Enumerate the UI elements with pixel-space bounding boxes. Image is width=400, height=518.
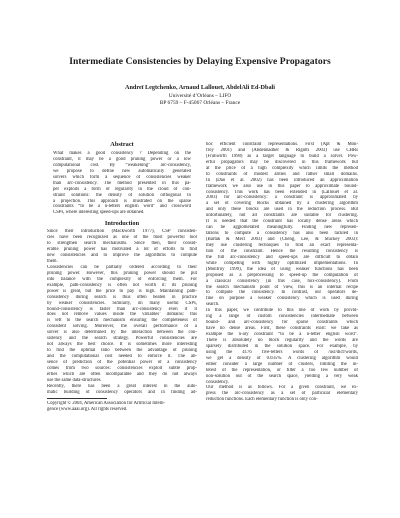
text-line: to constraints of modest arities and rather small domains. bbox=[206, 171, 358, 177]
text-line: In (Dao et al. 2002) has been introduced an approximation bbox=[206, 177, 358, 183]
paper-title: Intermediate Consistencies by Delaying Expensive Propagators bbox=[69, 56, 331, 67]
text-line: is left to the search mechanism ensuring the completeness of bbox=[47, 318, 197, 324]
text-line: to strengthen search mechanisms. Since then, their consid- bbox=[47, 241, 197, 247]
text-line: proposed as a preprocessing to speed-up the computation of bbox=[206, 272, 358, 278]
text-line: consistency. bbox=[206, 379, 230, 385]
text-line: into balance with the complexity of enforcing them. For bbox=[47, 276, 197, 282]
text-line: non-solution out of the search space, yielding a very weak bbox=[206, 373, 358, 379]
text-line: sistency and the search strategy. Powerful consistencies are bbox=[47, 336, 197, 342]
text-line: they use clustering techniques to find an exact representa- bbox=[206, 242, 358, 248]
text-line: example, path-consistency is often not worth it: its pruning bbox=[47, 282, 197, 288]
text-line: tion of the constraint. Hence the resulting consistency is bbox=[206, 248, 358, 254]
text-line: There is absolutely no block regularity and the words are bbox=[206, 337, 358, 343]
affiliation-line-2: BP 6759 – F-45067 Orléans – France bbox=[159, 100, 241, 106]
text-line: sparsely distributed in the solution space. For example, by bbox=[206, 343, 358, 349]
text-line: Since their introduction (Mackworth 1977), CSP consisten- bbox=[47, 229, 197, 235]
introduction-heading: Introduction bbox=[104, 220, 140, 228]
text-line: search. bbox=[206, 302, 220, 308]
text-line: a set of covering blocks obtained by a clustering algorithm bbox=[206, 201, 358, 207]
text-line: constraint, it may be a good pruning power or a low bbox=[53, 156, 191, 162]
text-line: (Frühwirth 1998) as a target language to build a solver. Pow- bbox=[206, 153, 358, 159]
affiliation-line-1: Université d’Orléans – LIFO bbox=[168, 93, 232, 99]
text-line: computational cost. By “weakening” arc-consistency, bbox=[53, 162, 191, 168]
text-line: have no dense areas. First, these constraints exist: we take as bbox=[206, 326, 358, 332]
text-line: to find the optimal ratio between the advantage of pruning bbox=[47, 348, 197, 354]
text-line: at the price of a high complexity which limits the method bbox=[206, 165, 358, 171]
copyright-line-2: gence (www.aaai.org). All rights reserved. bbox=[47, 406, 128, 412]
text-line: erable pruning power has motivated a lot of efforts to find bbox=[47, 247, 197, 253]
text-line: cies have been recognized as one of the most powerful tool bbox=[47, 235, 197, 241]
text-line: example the n-ary constraint “to be a n-letter english word”. bbox=[206, 332, 358, 337]
text-line: Our method is as follows. For a given constraint, we ex- bbox=[206, 385, 358, 391]
text-line: It is needed that the constraint has locally dense areas which bbox=[206, 219, 358, 225]
abstract-body bbox=[47, 151, 197, 216]
text-line: comes from two sources: consistencies exploit subtle prop- bbox=[47, 365, 197, 371]
text-line: new consistencies and to improve the algorithms to compute bbox=[47, 253, 197, 259]
text-line: a projection. This approach is illustrated on the sparse bbox=[53, 198, 191, 204]
text-line: the full arc-consistency and speed-ups are difficult to obtain bbox=[206, 254, 358, 260]
text-line: than arc-consistency. The method presented in this pa- bbox=[53, 180, 191, 186]
text-line: we propose to define new automatically generated bbox=[53, 168, 191, 174]
text-line: solver is also determined by the interaction between the con- bbox=[47, 330, 197, 336]
text-line: ing a range of custom consistencies intermediate between bbox=[206, 314, 358, 320]
text-line: unfortunately, not all constraints are suitable for clustering. bbox=[206, 213, 358, 219]
text-line: framework we also use in this paper to approximate bound- bbox=[206, 183, 358, 189]
text-line: bound- and arc-consistency for sparse constraints which bbox=[206, 320, 358, 326]
text-line: CSPs, where interesting speed-ups are obtained. bbox=[53, 210, 145, 216]
text-line: In this paper, we contribute to this line of work by provid- bbox=[206, 308, 358, 314]
introduction-body bbox=[47, 229, 197, 395]
text-line: use the same data-structures. bbox=[47, 377, 102, 383]
right-column bbox=[206, 142, 358, 403]
text-line: either consider a large number of clusters, limiting the in- bbox=[206, 361, 358, 367]
text-line: froy 2001) and (Abdennadher & Rigotti 2003) use CHRs bbox=[206, 147, 358, 153]
text-line: consistency. This work has been extended in (Lallouet et al. bbox=[206, 189, 358, 195]
text-line: does not remove values inside the variables’ domains: this bbox=[47, 312, 197, 318]
text-line: them. bbox=[47, 259, 58, 264]
text-line: sence of prediction of the potential power of a consistency bbox=[47, 359, 197, 365]
text-line: bound-consistency is faster than arc-consistency even if it bbox=[47, 306, 197, 312]
text-line: to compute the consistency. In contrast, our operators de- bbox=[206, 290, 358, 296]
footnote-rule bbox=[47, 398, 107, 399]
text-line: erties which are often incomparable and they do not always bbox=[47, 371, 197, 377]
text-line: 2003) for arc-consistency: a constraint is approximated by bbox=[206, 195, 358, 201]
text-line: (Monfroy 1999), the idea of using weaker functions has been bbox=[206, 266, 358, 272]
text-line: fine on purpose a weaker consistency which is used during bbox=[206, 296, 358, 302]
text-line: tations to compute a consistency has also been tackled in bbox=[206, 231, 358, 237]
text-line: and only these blocks are used in the reduction process. But bbox=[206, 207, 358, 213]
text-line: What makes a good consistency ? Depending on the bbox=[53, 151, 191, 156]
text-line: straint solutions: the density of solution orthogonal to bbox=[53, 192, 191, 198]
text-line: a classical consistency (in this case, box-consistency). From bbox=[206, 278, 358, 284]
text-line: the search mechanism point of view, this is an internal recipe bbox=[206, 284, 358, 290]
text-line: consistent solving. Moreover, the overall performance of a bbox=[47, 324, 197, 330]
text-line: constraints “to be a n-letters english word” and crossword bbox=[53, 204, 191, 210]
text-line: Recently, there has been a great interest in the auto- bbox=[47, 383, 197, 389]
paper-authors: Andreï Legtchenko, Arnaud Lallouet, AbdelAli Ed-Dbali bbox=[125, 84, 275, 91]
text-line: power is great, but the price to pay is high. Maintaining path- bbox=[47, 288, 197, 294]
text-line: not always the best choice. It is sometimes more interesting bbox=[47, 342, 197, 348]
text-line: hoc efficient constraint representations. First (Apt & Mon- bbox=[206, 142, 358, 147]
text-line: while competing with highly optimized implementations. In bbox=[206, 260, 358, 266]
text-line: (Barták & Mecl 2003) and (Cheng, Lee, & Stuckey 2003): bbox=[206, 237, 358, 242]
copyright-line-1: Copyright © 2004, American Association for Artificial Intelli- bbox=[47, 400, 166, 406]
text-line: Consistencies can be partially ordered according to their bbox=[47, 264, 197, 270]
left-column bbox=[47, 140, 197, 412]
right-column-body bbox=[206, 142, 358, 403]
text-line: per exploits a form of regularity in the cloud of con- bbox=[53, 186, 191, 192]
text-line: solvers which form a sequence of consistencies weaker bbox=[53, 174, 191, 180]
text-line: matic building of consistency operators and in finding ad- bbox=[47, 389, 197, 395]
text-line: erful propagators may be discovered in this framework but bbox=[206, 159, 358, 165]
text-line: terest of the representation, or filter a too few number of bbox=[206, 367, 358, 373]
text-line: press the arc-consistency as a set of particular elementary bbox=[206, 391, 358, 397]
text-line: we get a density of 0.035%. A clustering algorithm would bbox=[206, 355, 358, 361]
text-line: by weaker consistencies. Similarly, on many useful CSPs, bbox=[47, 300, 197, 306]
text-line: reduction functions. Each elementary function is only con- bbox=[206, 397, 318, 403]
abstract-heading: Abstract bbox=[110, 141, 134, 148]
text-line: consistency during search is thus often beaten in practice bbox=[47, 294, 197, 300]
text-line: and the computational cost needed to enforce it. The ab- bbox=[47, 354, 197, 359]
text-line: can be agglomerated meaningfully. Finding new represen- bbox=[206, 225, 358, 231]
text-line: pruning power. However, this pruning power should be put bbox=[47, 270, 197, 276]
text-line: using the 4176 five-letters words of /usr/dict/words, bbox=[206, 349, 358, 355]
